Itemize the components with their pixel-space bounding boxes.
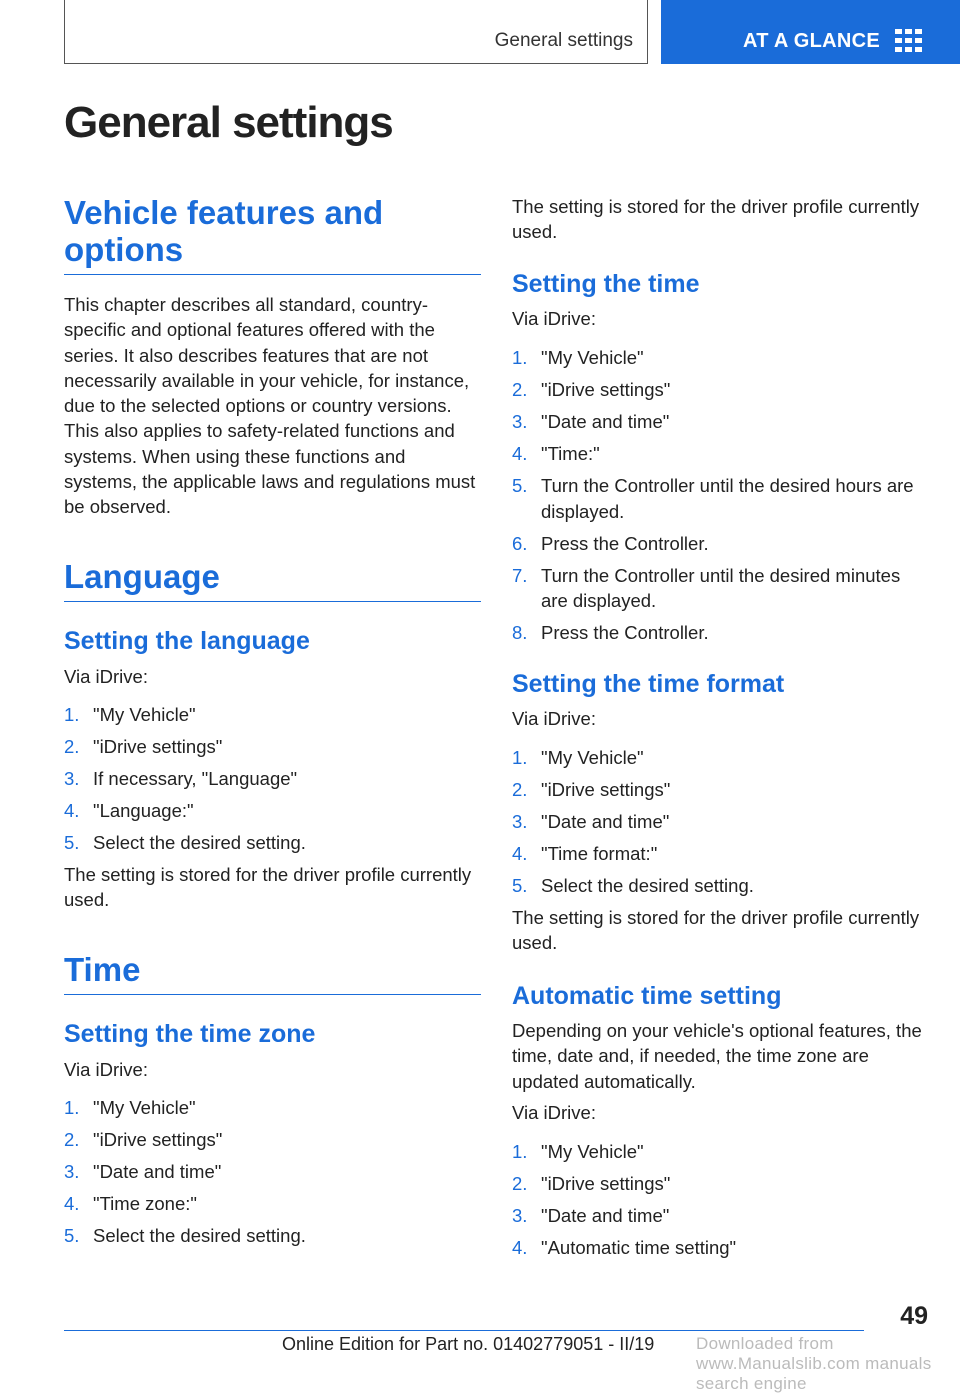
list-item: 4. "Language:" [64, 800, 194, 821]
heading-setting-time-zone: Setting the time zone [64, 1020, 316, 1048]
heading-setting-time: Setting the time [512, 270, 700, 298]
footer-edition: Online Edition for Part no. 01402779051 - II/19 [282, 1334, 655, 1354]
heading-setting-time-format: Setting the time format [512, 670, 785, 698]
list-item: 2. "iDrive settings" [512, 779, 671, 800]
list-item: 5. Select the desired setting. [64, 1225, 306, 1246]
timezone-via: Via iDrive: [64, 1059, 148, 1080]
list-item: 3. If necessary, "Language" [64, 768, 298, 789]
page-title: General settings [64, 98, 393, 147]
language-note: The setting is stored for the driver profile currently used. [64, 864, 472, 911]
list-item: 1. "My Vehicle" [512, 747, 644, 768]
time-steps [512, 345, 932, 652]
vehicle-features-text: This chapter describes all standard, country-specific and optional features offered with the series. It also describes features that are not necessarily available in your vehicle, for instance, due to the selected options or country versions. This also applies to safety-related functions and systems. When using these functions and systems, the applicable laws and regulations must be observed. [64, 294, 476, 518]
list-item: 3. "Date and time" [512, 411, 670, 432]
auto-via: Via iDrive: [512, 1102, 596, 1123]
time-via: Via iDrive: [512, 308, 596, 329]
timezone-steps [64, 1095, 481, 1255]
footer-watermark: Downloaded from www.Manualslib.com manuals search engine [696, 1334, 932, 1393]
list-item: 5. Turn the Controller until the desired hours are displayed. [512, 475, 914, 522]
language-steps [64, 702, 481, 862]
list-item: 3. "Date and time" [64, 1161, 222, 1182]
list-item: 4. "Time zone:" [64, 1193, 197, 1214]
list-item: 5. Select the desired setting. [64, 832, 306, 853]
list-item: 1. "My Vehicle" [512, 1141, 644, 1162]
grid-icon [895, 29, 922, 52]
list-item: 2. "iDrive settings" [64, 736, 223, 757]
heading-automatic-time: Automatic time setting [512, 982, 782, 1010]
header-section-box [64, 0, 648, 64]
page-number: 49 [900, 1302, 928, 1330]
heading-vehicle-features: Vehicle features and options [64, 194, 481, 275]
list-item: 4. "Time:" [512, 443, 600, 464]
list-item: 2. "iDrive settings" [512, 1173, 671, 1194]
list-item: 7. Turn the Controller until the desired minutes are displayed. [512, 564, 901, 611]
format-steps [512, 745, 932, 905]
list-item: 8. Press the Controller. [512, 622, 709, 643]
auto-steps [512, 1139, 932, 1267]
list-item: 4. "Time format:" [512, 843, 658, 864]
automatic-time-text: Depending on your vehicle's optional features, the time, date and, if needed, the time zone are updated automatically. [512, 1020, 922, 1092]
list-item: 5. Select the desired setting. [512, 875, 754, 896]
timezone-note: The setting is stored for the driver profile currently used. [512, 196, 920, 243]
list-item: 6. Press the Controller. [512, 532, 709, 554]
footer-divider [64, 1330, 864, 1331]
format-via: Via iDrive: [512, 708, 596, 729]
header-section-title: General settings [494, 30, 633, 51]
heading-time: Time [64, 951, 481, 995]
language-via: Via iDrive: [64, 666, 148, 687]
list-item: 4. "Automatic time setting" [512, 1237, 737, 1258]
header-chapter-tab[interactable] [661, 0, 960, 64]
list-item: 1. "My Vehicle" [64, 1097, 196, 1118]
format-note: The setting is stored for the driver profile currently used. [512, 907, 920, 954]
heading-language: Language [64, 558, 481, 602]
heading-setting-language: Setting the language [64, 627, 310, 655]
list-item: 1. "My Vehicle" [64, 704, 196, 725]
list-item: 2. "iDrive settings" [512, 379, 671, 400]
list-item: 2. "iDrive settings" [64, 1129, 223, 1150]
list-item: 3. "Date and time" [512, 1205, 670, 1226]
list-item: 3. "Date and time" [512, 811, 670, 832]
header-chapter-label: AT A GLANCE [743, 30, 880, 52]
list-item: 1. "My Vehicle" [512, 347, 644, 368]
